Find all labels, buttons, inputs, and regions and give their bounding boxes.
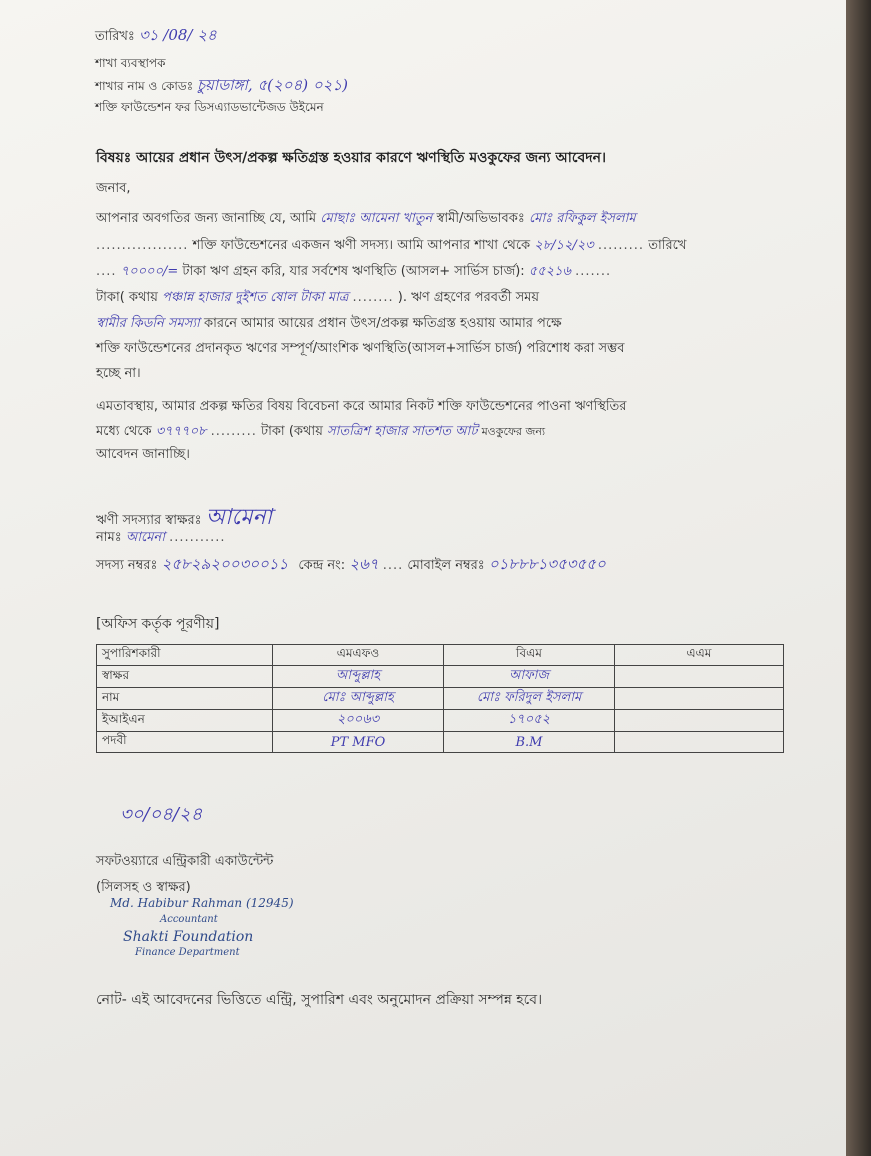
- loan-amount: ৭০০০০/=: [120, 264, 179, 279]
- table-row: [97, 732, 784, 753]
- table-cell: ১৭০৫২: [444, 710, 615, 732]
- table-header: এএম: [615, 645, 784, 666]
- para1-line7: হচ্ছে না।: [96, 366, 141, 381]
- member-no-value: ২৫৮২৯২০০৩০০১১: [161, 555, 289, 573]
- seal-department: Finance Department: [135, 947, 240, 958]
- table-cell: আব্দুল্লাহ: [273, 666, 444, 688]
- guardian-label: স্বামী/অভিভাবকঃ: [436, 211, 525, 226]
- date-label: তারিখঃ: [95, 29, 135, 44]
- waiver-amount: ৩৭৭৭০৮: [155, 424, 207, 439]
- table-cell: B.M: [444, 732, 615, 753]
- guardian-name-handwritten: মোঃ রফিকুল ইসলাম: [528, 211, 636, 226]
- table-cell: মোঃ আব্দুল্লাহ: [273, 688, 444, 710]
- organization-name: শক্তি ফাউন্ডেশন ফর ডিসএ্যাডভান্টেজড উইমেন: [95, 100, 324, 114]
- para1-line3: .... ৭০০০০/= টাকা ঋণ গ্রহন করি, যার সর্বশেষ ঋণস্থিতি (আসল+ সার্ভিস চার্জ): ৫৫২১৬ .......: [96, 264, 612, 279]
- office-section-title: [অফিস কর্তৃক পূরণীয়]: [96, 616, 220, 632]
- approver-signature: ৩০/০৪/২৪: [120, 804, 203, 825]
- para1-text: টাকা ঋণ গ্রহন করি, যার সর্বশেষ ঋণস্থিতি (আসল+ সার্ভিস চার্জ):: [182, 264, 525, 279]
- table-cell: পদবী: [97, 732, 273, 753]
- table-header: সুপারিশকারী: [97, 645, 273, 666]
- table-cell: আফাজ: [444, 666, 615, 688]
- name-label: নামঃ: [96, 530, 122, 545]
- seal-organization: Shakti Foundation: [123, 929, 254, 945]
- para1-line1: [96, 209, 636, 230]
- table-row: [97, 666, 784, 688]
- table-header-row: [97, 645, 784, 666]
- background-edge: [846, 0, 871, 1156]
- table-cell: [615, 710, 784, 732]
- para2-line1: এমতাবস্থায়, আমার প্রকল্প ক্ষতির বিষয় বিবেচনা করে আমার নিকট শক্তি ফাউন্ডেশনের পাওনা ঋণস্থিতির: [96, 399, 627, 414]
- date-value: ৩১ /08/ ২৪: [139, 26, 217, 44]
- seal-sign-label: (সিলসহ ও স্বাক্ষর): [96, 880, 191, 895]
- para1-text: টাকা( কথায়: [96, 290, 158, 305]
- branch-label: শাখার নাম ও কোডঃ: [95, 79, 194, 93]
- seal-title: Accountant: [160, 914, 218, 925]
- para1-line5: [96, 314, 562, 335]
- loan-balance: ৫৫২১৬: [528, 264, 572, 279]
- mobile-value: ০১৮৮৮১৩৫৩৫৫০: [488, 555, 606, 573]
- table-cell: মোঃ ফরিদুল ইসলাম: [444, 688, 615, 710]
- table-row: [97, 688, 784, 710]
- waiver-in-words: সাতত্রিশ হাজার সাতশত আট: [327, 424, 478, 439]
- office-table: [96, 644, 784, 753]
- branch-value: চুয়াডাঙ্গা, ৫(২০৪) ০২১): [196, 76, 348, 94]
- para2-text: মওকুফের জন্য: [481, 425, 546, 438]
- member-name-value: আমেনা: [125, 530, 165, 545]
- para1-line2: .................. শক্তি ফাউন্ডেশনের একজন ঋণী সদস্য। আমি আপনার শাখা থেকে ২৮/১২/২৩ ......... তারিখে: [96, 238, 687, 253]
- center-label: কেন্দ্র নং:: [298, 558, 346, 573]
- member-name-line: নামঃ আমেনা ...........: [96, 530, 226, 545]
- table-cell: [615, 732, 784, 753]
- accountant-title: সফটওয়্যারে এন্ট্রিকারী একাউন্টেন্ট: [96, 854, 274, 869]
- member-name-handwritten: মোছাঃ আমেনা খাতুন: [320, 211, 433, 226]
- para2-line2: মধ্যে থেকে ৩৭৭৭০৮ ......... টাকা (কথায় সাতত্রিশ হাজার সাতশত আট মওকুফের জন্য: [96, 424, 546, 439]
- para1-line6: শক্তি ফাউন্ডেশনের প্রদানকৃত ঋণের সম্পূর্ণ/আংশিক ঋণস্থিতি(আসল+সার্ভিস চার্জ) পরিশোধ করা সম্ভব: [96, 341, 625, 356]
- para2-text: মধ্যে থেকে: [96, 424, 152, 439]
- para1-text: ). ঋণ গ্রহণের পরবর্তী সময়: [397, 290, 540, 305]
- para1-line4: টাকা( কথায় পঞ্চান্ন হাজার দুইশত ষোল টাকা মাত্র ........ ). ঋণ গ্রহণের পরবর্তী সময়: [96, 290, 540, 305]
- center-value: ২৬৭: [349, 555, 379, 573]
- table-cell: [615, 666, 784, 688]
- table-cell: ইআইএন: [97, 710, 273, 732]
- branch-line: [95, 74, 348, 99]
- reason-handwritten: স্বামীর কিডনি সমস্যা: [96, 316, 200, 331]
- para1-text: তারিখে: [648, 238, 687, 253]
- table-cell: [615, 688, 784, 710]
- table-cell: ২০০৬৩: [273, 710, 444, 732]
- table-cell: স্বাক্ষর: [97, 666, 273, 688]
- para2-text: টাকা (কথায়: [260, 424, 323, 439]
- member-number-line: সদস্য নম্বরঃ ২৫৮২৯২০০৩০০১১ কেন্দ্র নং: ২৬৭ .... মোবাইল নম্বরঃ ০১৮৮৮১৩৫৩৫৫০: [96, 555, 606, 573]
- table-header: বিএম: [444, 645, 615, 666]
- signature-label: ঋণী সদস্যার স্বাক্ষরঃ: [96, 513, 202, 528]
- footer-note: নোট- এই আবেদনের ভিত্তিতে এন্ট্রি, সুপারিশ এবং অনুমোদন প্রক্রিয়া সম্পন্ন হবে।: [96, 992, 543, 1008]
- para1-text: শক্তি ফাউন্ডেশনের একজন ঋণী সদস্য। আমি আপনার শাখা থেকে: [192, 238, 531, 253]
- salutation: জনাব,: [96, 181, 131, 196]
- para1-text: কারনে আমার আয়ের প্রধান উৎস/প্রকল্প ক্ষতিগ্রস্ত হওয়ায় আমার পক্ষে: [203, 316, 562, 331]
- subject-line: বিষয়ঃ আয়ের প্রধান উৎস/প্রকল্প ক্ষতিগ্রস্ত হওয়ার কারণে ঋণস্থিতি মওকুফের জন্য আবেদন।: [96, 150, 606, 166]
- member-no-label: সদস্য নম্বরঃ: [96, 558, 158, 573]
- balance-in-words: পঞ্চান্ন হাজার দুইশত ষোল টাকা মাত্র: [162, 290, 349, 305]
- table-cell: PT MFO: [273, 732, 444, 753]
- para2-line3: আবেদন জানাচ্ছি।: [96, 447, 190, 462]
- table-cell: নাম: [97, 688, 273, 710]
- table-header: এমএফও: [273, 645, 444, 666]
- table-row: [97, 710, 784, 732]
- para1-text: আপনার অবগতির জন্য জানাচ্ছি যে, আমি: [96, 211, 317, 226]
- seal-name: Md. Habibur Rahman (12945): [110, 896, 294, 910]
- member-signature: আমেনা: [205, 505, 272, 530]
- loan-date: ২৮/১২/২৩: [534, 238, 594, 253]
- date-line: [95, 24, 217, 49]
- addressee-title: শাখা ব্যবস্থাপক: [95, 56, 166, 70]
- mobile-label: মোবাইল নম্বরঃ: [407, 558, 485, 573]
